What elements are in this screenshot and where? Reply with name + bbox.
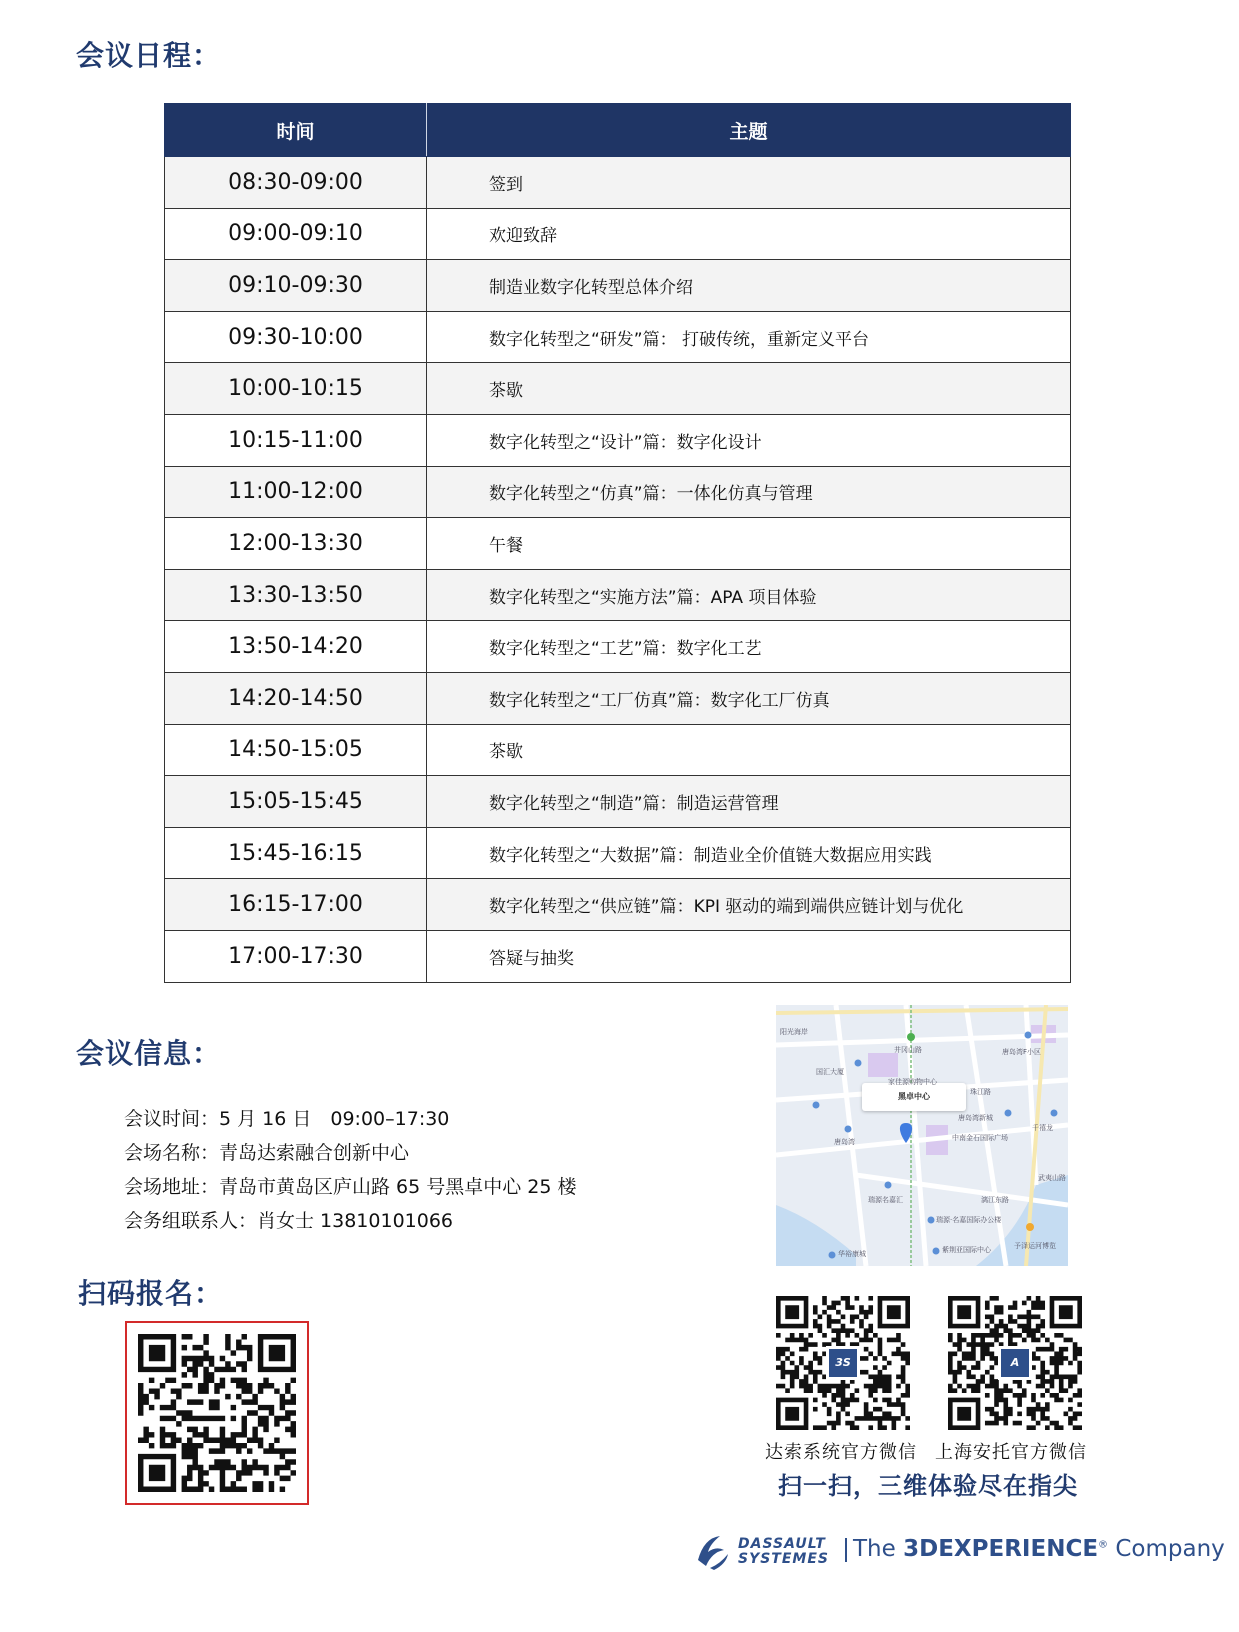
location-map[interactable] (776, 1005, 1068, 1266)
row-topic: 数字化转型之“工厂仿真”篇：数字化工厂仿真 (427, 672, 1071, 724)
dassault-logo-icon: 3S (826, 1346, 860, 1380)
footer-logo (690, 1530, 1225, 1574)
qr-finder-inner (269, 1345, 285, 1361)
tagline-main: EXPERIENCE (938, 1536, 1099, 1562)
qr-finder-inner (1059, 1305, 1073, 1319)
map-label: 中南金石国际广场 (952, 1134, 1008, 1142)
register-qr-code[interactable] (125, 1321, 309, 1505)
table-row (165, 724, 1071, 776)
row-topic: 数字化转型之“仿真”篇：一体化仿真与管理 (427, 466, 1071, 518)
table-row (165, 208, 1071, 260)
row-time: 15:45-16:15 (165, 827, 427, 879)
register-heading: 扫码报名： (78, 1277, 224, 1310)
map-roads (776, 1005, 1068, 1266)
map-label: 阳光海岸 (780, 1028, 808, 1036)
map-label: 唐岛湾F小区 (1002, 1048, 1042, 1056)
row-time: 13:50-14:20 (165, 621, 427, 673)
table-row (165, 363, 1071, 415)
row-time: 10:15-11:00 (165, 414, 427, 466)
table-row (165, 569, 1071, 621)
table-row (165, 621, 1071, 673)
qr-finder-inner (149, 1465, 165, 1481)
map-label: 唐岛湾新城 (958, 1114, 993, 1122)
table-row (165, 672, 1071, 724)
tagline-prefix: The (853, 1536, 904, 1562)
slogan: 扫一扫，三维体验尽在指尖 (778, 1472, 1078, 1500)
row-time: 14:50-15:05 (165, 724, 427, 776)
table-row (165, 260, 1071, 312)
qr-pattern (138, 1334, 296, 1492)
row-time: 14:20-14:50 (165, 672, 427, 724)
map-marker-label: 黑卓中心 (862, 1083, 966, 1111)
table-row (165, 311, 1071, 363)
map-label: 瑞源·名嘉国际办公楼 (936, 1216, 1002, 1224)
row-topic: 数字化转型之“大数据”篇：制造业全价值链大数据应用实践 (427, 827, 1071, 879)
schedule-body (165, 157, 1071, 983)
antuo-logo-icon: A (998, 1346, 1032, 1380)
map-label: 紫荆亚国际中心 (942, 1246, 991, 1254)
map-label: 国汇大厦 (816, 1068, 844, 1076)
table-row (165, 879, 1071, 931)
row-topic: 数字化转型之“供应链”篇：KPI 驱动的端到端供应链计划与优化 (427, 879, 1071, 931)
row-time: 09:30-10:00 (165, 311, 427, 363)
qr-finder-inner (957, 1407, 971, 1421)
info-address: 会场地址：青岛市黄岛区庐山路 65 号黑卓中心 25 楼 (124, 1176, 577, 1198)
brand-line1: DASSAULT (738, 1536, 826, 1552)
table-row (165, 776, 1071, 828)
map-label: 家佳源购物中心 (888, 1078, 937, 1086)
map-label: 华裕康城 (838, 1250, 866, 1258)
schedule-table (164, 103, 1071, 983)
map-label: 唐岛湾 (834, 1138, 855, 1146)
row-time: 09:10-09:30 (165, 260, 427, 312)
row-time: 11:00-12:00 (165, 466, 427, 518)
tagline-reg: ® (1098, 1539, 1109, 1551)
row-time: 10:00-10:15 (165, 363, 427, 415)
row-time: 17:00-17:30 (165, 930, 427, 982)
header-time: 时间 (165, 104, 427, 157)
map-label: 武夷山路 (1038, 1174, 1066, 1182)
dassault-qr-caption: 达索系统官方微信 (765, 1442, 917, 1463)
qr-finder-inner (887, 1305, 901, 1319)
antuo-wechat-qr[interactable] (948, 1296, 1082, 1430)
info-venue: 会场名称：青岛达索融合创新中心 (124, 1142, 410, 1164)
row-topic: 茶歇 (427, 363, 1071, 415)
map-label: 漓江东路 (981, 1196, 1009, 1204)
row-topic: 制造业数字化转型总体介绍 (427, 260, 1071, 312)
3ds-logo-icon (690, 1530, 734, 1574)
table-header-row (165, 104, 1071, 157)
row-time: 15:05-15:45 (165, 776, 427, 828)
qr-finder-inner (785, 1305, 799, 1319)
row-topic: 午餐 (427, 518, 1071, 570)
row-topic: 签到 (427, 157, 1071, 209)
map-label: 瑞源名嘉汇 (868, 1196, 903, 1204)
row-topic: 数字化转型之“制造”篇：制造运营管理 (427, 776, 1071, 828)
qr-finder-inner (957, 1305, 971, 1319)
table-row (165, 157, 1071, 209)
table-row (165, 466, 1071, 518)
map-label: 珠江路 (970, 1088, 991, 1096)
antuo-qr-caption: 上海安托官方微信 (935, 1442, 1087, 1463)
row-time: 08:30-09:00 (165, 157, 427, 209)
brand-separator (845, 1538, 847, 1562)
row-topic: 欢迎致辞 (427, 208, 1071, 260)
tagline-bold: 3D (903, 1536, 939, 1562)
row-time: 16:15-17:00 (165, 879, 427, 931)
row-time: 12:00-13:30 (165, 518, 427, 570)
row-topic: 答疑与抽奖 (427, 930, 1071, 982)
map-label: 千禧龙 (1032, 1124, 1053, 1132)
qr-finder-inner (149, 1345, 165, 1361)
info-list (124, 1102, 577, 1238)
map-label: 予泽运河博览 (1014, 1242, 1056, 1250)
map-label: 井冈山路 (894, 1046, 922, 1054)
table-row (165, 827, 1071, 879)
info-time: 会议时间：5 月 16 日 09:00–17:30 (124, 1108, 450, 1130)
tagline-suffix: Company (1108, 1536, 1225, 1562)
tagline (853, 1536, 1225, 1562)
row-topic: 数字化转型之“实施方法”篇：APA 项目体验 (427, 569, 1071, 621)
info-contact: 会务组联系人：肖女士 13810101066 (124, 1210, 454, 1232)
table-row (165, 518, 1071, 570)
schedule-heading: 会议日程： (76, 39, 222, 72)
row-topic: 数字化转型之“工艺”篇：数字化工艺 (427, 621, 1071, 673)
brand-line2: SYSTEMES (738, 1551, 829, 1567)
dassault-wechat-qr[interactable] (776, 1296, 910, 1430)
row-topic: 茶歇 (427, 724, 1071, 776)
info-heading: 会议信息： (76, 1037, 222, 1070)
row-topic: 数字化转型之“研发”篇： 打破传统，重新定义平台 (427, 311, 1071, 363)
qr-finder-inner (785, 1407, 799, 1421)
row-time: 09:00-09:10 (165, 208, 427, 260)
row-time: 13:30-13:50 (165, 569, 427, 621)
row-topic: 数字化转型之“设计”篇：数字化设计 (427, 414, 1071, 466)
header-topic: 主题 (427, 104, 1071, 157)
table-row (165, 930, 1071, 982)
table-row (165, 414, 1071, 466)
